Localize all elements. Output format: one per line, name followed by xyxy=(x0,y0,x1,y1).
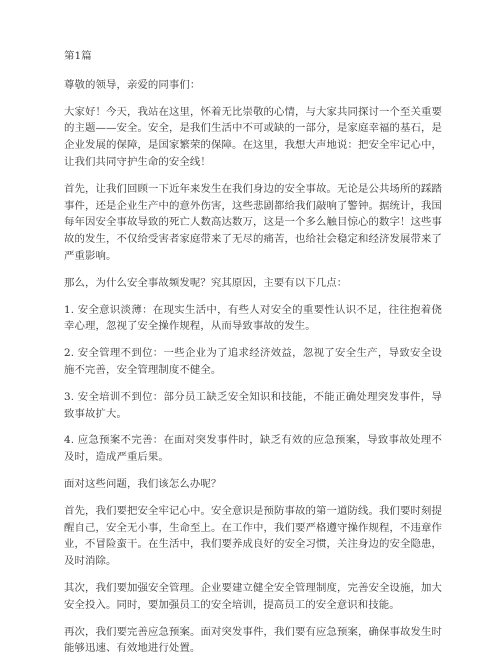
paragraph-question: 面对这些问题，我们该怎么办呢？ xyxy=(64,477,222,490)
document-page xyxy=(64,48,442,667)
list-item-reason-4: 4. 应急预案不完善：在面对突发事件时，缺乏有效的应急预案，导致事故处理不及时，造成严重后果。 xyxy=(64,434,442,464)
greeting: 尊敬的领导，亲爱的同事们： xyxy=(64,78,201,91)
list-item-reason-1: 1. 安全意识淡薄：在现实生活中，有些人对安全的重要性认识不足，往往抱着侥幸心理，忽视了安全操作规程，从而导致事故的发生。 xyxy=(64,303,442,333)
paragraph-intro: 大家好！今天，我站在这里，怀着无比崇敬的心情，与大家共同探讨一个至关重要的主题——安全。安全，是我们生活中不可或缺的一部分，是家庭幸福的基石，是企业发展的保障，是国家繁荣的保障。在这里，我想大声地说：把安全牢记心中，让我们共同守护生命的安全线！ xyxy=(64,105,442,168)
list-item-reason-2: 2. 安全管理不到位：一些企业为了追求经济效益，忽视了安全生产，导致安全设施不完善，安全管理制度不健全。 xyxy=(64,347,442,376)
paragraph-review: 首先，让我们回顾一下近年来发生在我们身边的安全事故。无论是公共场所的踩踏事件，还是企业生产中的意外伤害，这些悲剧都给我们敲响了警钟。据统计，我国每年因安全事故导致的死亡人数高达数万，这是一个多么触目惊心的数字！这些事故的发生，不仅给受害者家庭带来了无尽的痛苦，也给社会稳定和经济发展带来了严重影响。 xyxy=(64,182,442,262)
paragraph-reasons-intro: 那么，为什么安全事故频发呢？究其原因，主要有以下几点： xyxy=(64,276,348,289)
paragraph-third-measure: 再次，我们要完善应急预案。面对突发事件，我们要有应急预案，确保事故发生时能够迅速、有效地进行处置。 xyxy=(64,625,442,655)
paragraph-first-measure: 首先，我们要把安全牢记心中。安全意识是预防事故的第一道防线。我们要时刻提醒自己，安全无小事，生命至上。在工作中，我们要严格遵守操作规程，不违章作业，不冒险蛮干。在生活中，我们要养成良好的安全习惯，关注身边的安全隐患，及时消除。 xyxy=(64,504,442,568)
paragraph-second-measure: 其次，我们要加强安全管理。企业要建立健全安全管理制度，完善安全设施，加大安全投入。同时，要加强员工的安全培训，提高员工的安全意识和技能。 xyxy=(64,581,442,611)
document-heading: 第1篇 xyxy=(64,50,92,62)
list-item-reason-3: 3. 安全培训不到位：部分员工缺乏安全知识和技能，不能正确处理突发事件，导致事故扩大。 xyxy=(64,390,442,420)
